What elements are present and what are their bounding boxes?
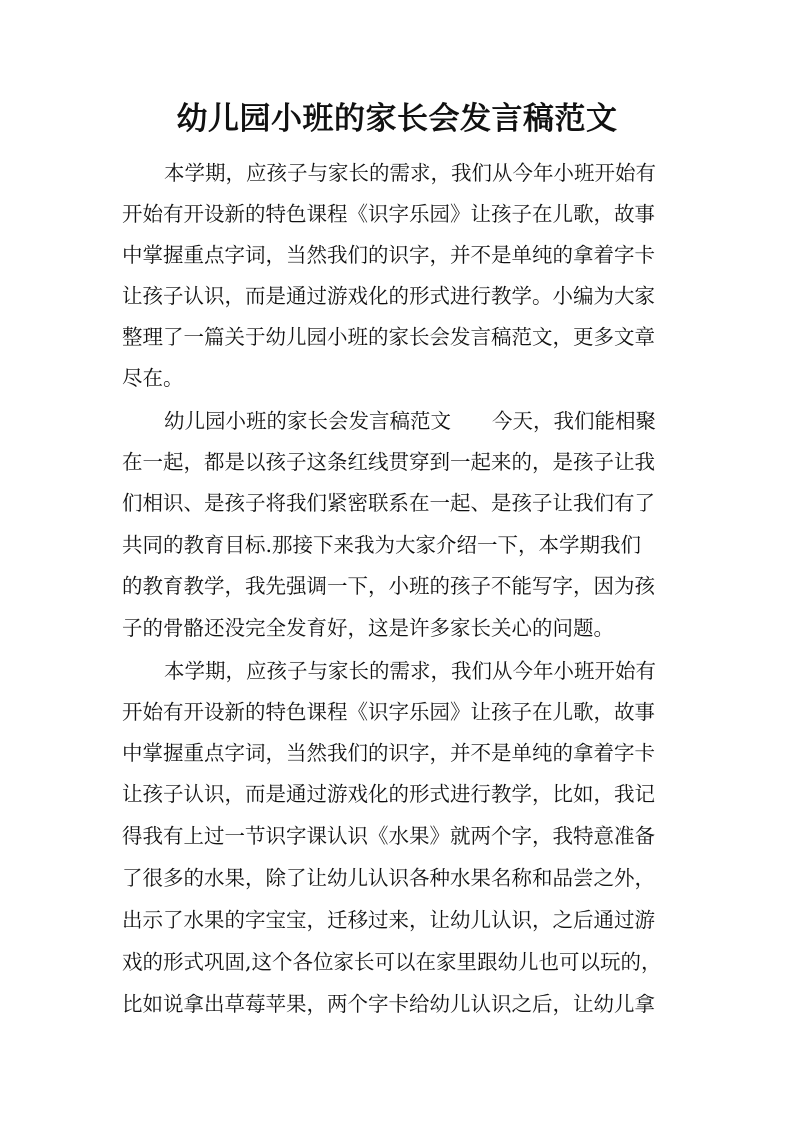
text-line: 尽在。 [122,366,184,390]
text-line: 幼儿园小班的家长会发言稿范文 今天，我们能相聚 [164,409,656,433]
text-line: 比如说拿出草莓苹果，两个字卡给幼儿认识之后，让幼儿拿 [122,992,655,1016]
text-line: 在一起，都是以孩子这条红线贯穿到一起来的，是孩子让我 [122,450,655,474]
text-line: 的教育教学，我先强调一下，小班的孩子不能写字，因为孩 [122,574,655,598]
text-line: 开始有开设新的特色课程《识字乐园》让孩子在儿歌，故事 [122,202,655,226]
text-line: 共同的教育目标.那接下来我为大家介绍一下，本学期我们 [122,533,642,557]
text-line: 了很多的水果，除了让幼儿认识各种水果名称和品尝之外， [122,866,655,890]
text-line: 中掌握重点字词，当然我们的识字，并不是单纯的拿着字卡 [122,741,655,765]
text-line: 得我有上过一节识字课认识《水果》就两个字，我特意准备 [122,824,655,848]
text-line: 本学期，应孩子与家长的需求，我们从今年小班开始有 [164,659,656,683]
text-line: 戏的形式巩固,这个各位家长可以在家里跟幼儿也可以玩的， [122,950,662,974]
document-title: 幼儿园小班的家长会发言稿范文 [176,101,618,137]
text-line: 子的骨骼还没完全发育好，这是许多家长关心的问题。 [122,616,614,640]
text-line: 中掌握重点字词，当然我们的识字，并不是单纯的拿着字卡 [122,243,655,267]
text-line: 让孩子认识，而是通过游戏化的形式进行教学。小编为大家 [122,284,655,308]
text-line: 本学期，应孩子与家长的需求，我们从今年小班开始有 [164,161,656,185]
text-line: 开始有开设新的特色课程《识字乐园》让孩子在儿歌，故事 [122,700,655,724]
text-line: 让孩子认识，而是通过游戏化的形式进行教学，比如，我记 [122,782,655,806]
text-line: 们相识、是孩子将我们紧密联系在一起、是孩子让我们有了 [122,491,655,515]
text-line: 整理了一篇关于幼儿园小班的家长会发言稿范文，更多文章 [122,325,655,349]
text-line: 出示了水果的字宝宝，迁移过来，让幼儿认识，之后通过游 [122,908,655,932]
